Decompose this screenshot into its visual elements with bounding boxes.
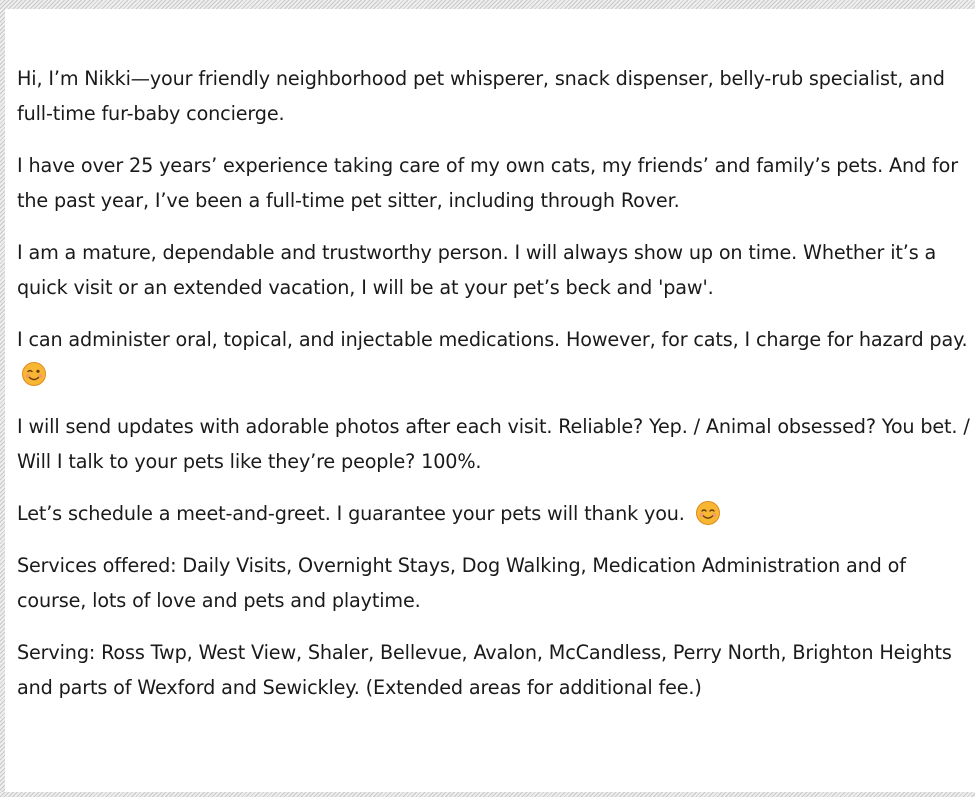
paragraph-services: Services offered: Daily Visits, Overnight Stays, Dog Walking, Medication Administration and of course, lots of love and pets and playtime. [17, 554, 906, 612]
paragraph-intro: Hi, I’m Nikki—your friendly neighborhood pet whisperer, snack dispenser, belly-rub specialist, and full-time fur-baby concierge. [17, 67, 945, 125]
torn-top-edge [0, 0, 975, 9]
paragraph-service-area: Serving: Ross Twp, West View, Shaler, Bellevue, Avalon, McCandless, Perry North, Brighton Heights and parts of Wexford and Sewickley. (Extended areas for additional fee.) [17, 641, 952, 699]
paragraph-experience: I have over 25 years’ experience taking care of my own cats, my friends’ and family’s pets. And for the past year, I’ve been a full-time pet sitter, including through Rover. [17, 154, 958, 212]
torn-bottom-edge [0, 792, 975, 797]
paragraph-updates: I will send updates with adorable photos after each visit. Reliable? Yep. / Animal obsessed? You bet. / Will I talk to your pets like they’re people? 100%. [17, 415, 970, 473]
paragraph-meet-and-greet: Let’s schedule a meet-and-greet. I guarantee your pets will thank you. [17, 496, 975, 531]
torn-left-edge [0, 0, 5, 797]
paragraph-dependability: I am a mature, dependable and trustworthy person. I will always show up on time. Whether it’s a quick visit or an extended vacation, I will be at your pet’s beck and 'paw'. [17, 241, 937, 299]
smiling-face-icon [695, 500, 721, 526]
paragraph-medications: I can administer oral, topical, and injectable medications. However, for cats, I charge for hazard pay. [17, 322, 975, 392]
bio-text [17, 61, 975, 722]
winking-face-icon [21, 361, 47, 387]
